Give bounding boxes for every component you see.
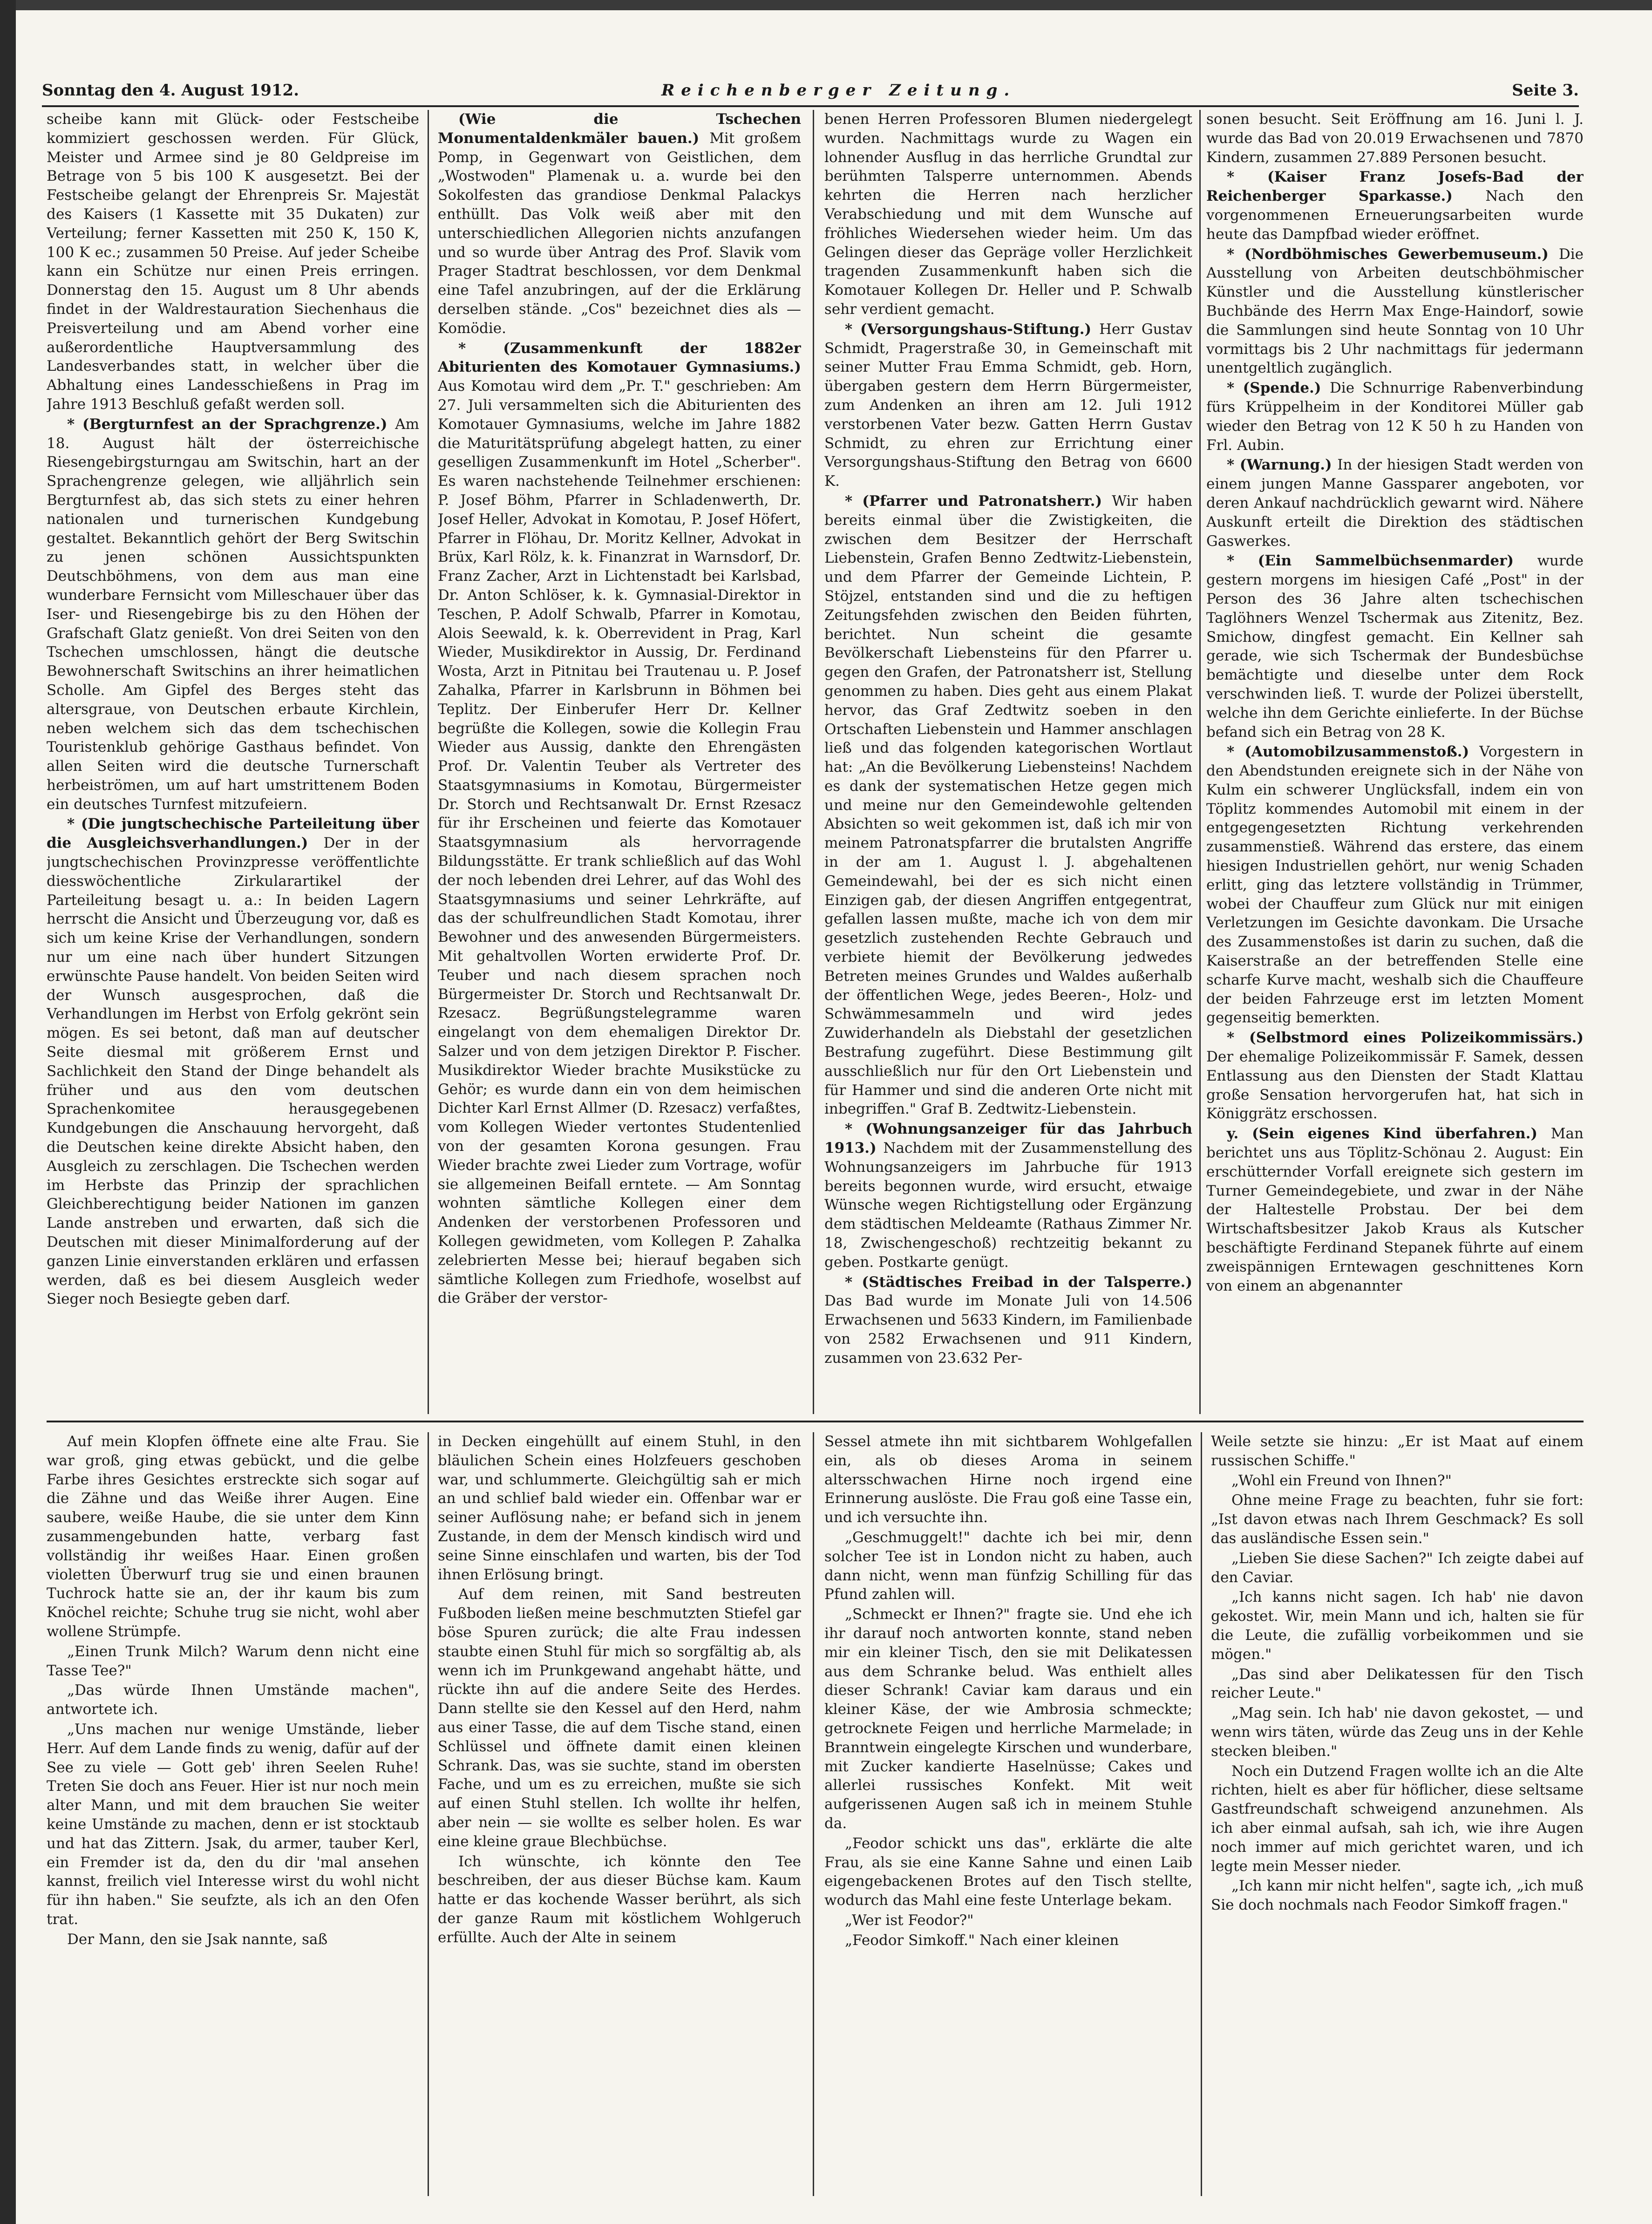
news-item-heading: * (Kaiser Franz Josefs-Bad der Reichenberger Sparkasse.) [1206, 169, 1584, 205]
feuilleton-paragraph: „Das würde Ihnen Umstände machen", antwortete ich. [47, 1682, 419, 1718]
news-item [824, 492, 1192, 1119]
feuilleton-paragraph: „Geschmuggelt!" dachte ich bei mir, denn solcher Tee ist in London nicht zu haben, auch dann nicht, wenn man fünfzig Schilling für das Pfund zahlen will. [824, 1529, 1192, 1603]
news-item [438, 110, 801, 338]
feuilleton-paragraph: Ohne meine Frage zu beachten, fuhr sie fort: „Ist davon etwas nach Ihrem Geschmack? Es soll das ausländische Essen sein." [1211, 1492, 1584, 1547]
news-item [47, 415, 419, 814]
news-item-text: Mit großem Pomp, in Gegenwart von Geistlichen, dem „Wostwoden" Plamenak u. a. wurde bei den Sokolfesten das grandiose Denkmal Palackys enthüllt. Das Volk weiß aber mit den unterschiedlichen Allegorien nichts anzufangen und so wurde über Antrag des Prof. Slavik vom Prager Stadtrat beschlossen, vor dem Denkmal eine Tafel anzubringen, auf der die Erklärung derselben stände. „Cos" bezeichnet dies als — Komödie. [438, 129, 801, 337]
news-item-heading: * (Ein Sammelbüchsenmarder) [1227, 552, 1537, 570]
news-item-heading: * (Die jungtschechische Parteileitung über die Ausgleichsverhandlungen.) [47, 816, 419, 852]
news-item-text: Wir haben bereits einmal über die Zwistigkeiten, die zwischen dem Besitzer der Herrschaft Liebenstein, Grafen Benno Zedtwitz-Liebenstein, und dem Pfarrer der Gemeinde Lichtein, P. Stöjzel, entstanden sind und die zu heftigen Zeitungsfehden zwischen den Beiden führten, berichtet. Nun scheint die gesamte Bevölkerschaft Liebensteins für den Pfarrer u. gegen den Grafen, der Patronatsherr ist, Stellung genommen zu haben. Dies geht aus einem Plakat hervor, das Graf Zedtwitz soeben in den Ortschaften Liebenstein und Hammer anschlagen ließ und das folgenden kategorischen Wortlaut hat: „An die Bevölkerung Liebensteins! Nachdem es dank der systematischen Hetze gegen mich und meine nur den Gemeindewohle geltenden Absichten so weit gekommen ist, daß ich mir von meinem Patronatspfarrer die brutalsten Angriffe in der am 1. August l. J. abgehaltenen Gemeindewahl, bei der es sich nicht einen Einzigen gab, der diesen Angriffen entgegentrat, gefallen lassen mußte, mache ich von dem mir gesetzlich zustehenden Rechte Gebrauch und verbiete hiemit der Bevölkerung jedwedes Betreten meines Grundes und Waldes außerhalb der öffentlichen Wege, jedes Beeren-, Holz- und Schwämmesammeln und wird jedes Zuwiderhandeln als Diebstahl der gesetzlichen Bestrafung zugeführt. Diese Bestimmung gilt ausschließlich nur für den Ort Liebenstein und für Hammer und sind die anderen Orte nicht mit inbegriffen." Graf B. Zedtwitz-Liebenstein. [824, 492, 1192, 1118]
feuilleton-paragraph: „Wer ist Feodor?" [845, 1911, 974, 1929]
news-item [1206, 110, 1584, 167]
news-item-text: Die Ausstellung von Arbeiten deutschböhmischer Künstler und die Ausstellung künstlerischer Buchbände des Herrn Max Enge-Haindorf, sowie die Sammlungen sind heute Sonntag von 10 Uhr vormittags bis 2 Uhr nachmittags für jedermann unentgeltlich zugänglich. [1206, 245, 1584, 377]
news-item-text: Nachdem mit der Zusammenstellung des Wohnungsanzeigers im Jahrbuche für 1913 bereits begonnen wurde, wird ersucht, etwaige Wünsche wegen Richtigstellung oder Ergänzung dem städtischen Meldeamte (Rathaus Zimmer Nr. 18, Zwischengeschoß) rechtzeitig bekannt zu geben. Postkarte genügt. [824, 1140, 1192, 1271]
feuilleton-paragraph: „Mag sein. Ich hab' nie davon gekostet, — und wenn wirs täten, würde das Zeug uns in der Kehle stecken bleiben." [1211, 1705, 1584, 1760]
news-item [1206, 1028, 1584, 1123]
feuilleton-paragraph: Weile setzte sie hinzu: „Er ist Maat auf einem russischen Schiffe." [1211, 1433, 1584, 1469]
news-item-text: scheibe kann mit Glück- oder Festscheibe kommiziert geschossen werden. Für Glück, Meister und Armee sind je 80 Geldpreise im Betrage von 5 bis 100 K ausgesetzt. Bei der Festscheibe gelangt der Ehrenpreis Sr. Majestät des Kaisers (1 Kassette mit 35 Dukaten) zur Verteilung; ferner Kassetten mit 250 K, 150 K, 100 K ec.; zusammen 50 Preise. Auf jeder Scheibe kann ein Schütze nur einen Preis erringen. Donnerstag den 15. August um 8 Uhr abends findet in der Waldrestauration Siechenhaus die Preisverteilung und am Abend vorher eine außerordentliche Hauptversammlung des Landesverbandes statt, in welcher über die Abhaltung eines Landesschießens in Prag im Jahre 1913 Beschluß gefaßt werden soll. [47, 111, 419, 413]
news-item [1206, 742, 1584, 1027]
scan-border-top [0, 0, 1652, 10]
news-item-text: Das Bad wurde im Monate Juli von 14.506 Erwachsenen und 5633 Kindern, im Familienbade von 2582 Erwachsenen und 911 Kindern, zusammen von 23.632 Per- [824, 1292, 1192, 1367]
news-item-heading: * (Selbstmord eines Polizeikommissärs.) [1227, 1029, 1584, 1047]
feuilleton-paragraph: Auf dem reinen, mit Sand bestreuten Fußboden ließen meine beschmutzten Stiefel gar böse Spuren zurück; die alte Frau indessen staubte einen Stuhl für mich so sorgfältig ab, als wenn ich im Prunkgewand angehabt hätte, und rückte ihn auf die andere Seite des Herdes. Dann stellte sie den Kessel auf den Herd, nahm aus einer Tasse, die auf dem Tische stand, einen Schlüssel und öffnete damit einen kleinen Schrank. Das, was sie suchte, stand im obersten Fache, und um es zu erreichen, mußte sie sich auf einen Stuhl stellen. Ich wollte ihr helfen, aber nein — sie wollte es selber holen. Es war eine kleine graue Blechbüchse. [438, 1586, 801, 1850]
news-item [824, 1120, 1192, 1272]
feuilleton-paragraph: „Schmeckt er Ihnen?" fragte sie. Und ehe ich ihr darauf noch antworten konnte, stand neben mir ein kleiner Tisch, den sie mit Delikatessen aus dem Schranke belud. Was enthielt alles dieser Schrank! Caviar kam daraus und ein kleiner Käse, der wie Ambrosia schmeckte; getrocknete Feigen und herrliche Marmelade; in Branntwein eingelegte Kirschen und wunderbare, mit Zucker kandierte Haselnüsse; Cakes und allerlei russisches Konfekt. Mit weit aufgerissenen Augen saß ich in meinem Stuhle da. [824, 1606, 1192, 1832]
feuilleton-paragraph: „Ich kanns nicht sagen. Ich hab' nie davon gekostet. Wir, mein Mann und ich, halten sie für die Leute, die zufällig vorbeikommen und sie mögen." [1211, 1589, 1584, 1663]
news-item [47, 815, 419, 1309]
news-item [824, 1273, 1192, 1368]
header-date: Sonntag den 4. August 1912. [42, 81, 299, 100]
feuilleton-column-1 [47, 1432, 419, 2196]
news-item-text: In der hiesigen Stadt werden von einem jungen Manne Gassparer angeboten, vor deren Ankauf nachdrücklich gewarnt wird. Nähere Auskunft erteilt die Direktion des städtischen Gaswerkes. [1206, 456, 1584, 550]
news-item [1206, 245, 1584, 378]
news-item-text: Aus Komotau wird dem „Pr. T." geschrieben: Am 27. Juli versammelten sich die Abiturienten des Komotauer Gymnasiums, welche im Jahre 1882 die Maturitätsprüfung abgelegt hatten, zu einer geselligen Zusammenkunft im Hotel „Scherber". Es waren nachstehende Teilnehmer erschienen: P. Josef Böhm, Pfarrer in Schladenwerth, Dr. Josef Heller, Advokat in Komotau, P. Josef Höfert, Pfarrer in Flöhau, Dr. Moritz Kellner, Advokat in Brüx, Karl Rölz, k. k. Finanzrat in Warnsdorf, Dr. Franz Zacher, Arzt in Lichtenstadt bei Karlsbad, Dr. Anton Schlöser, k. k. Gymnasial-Direktor in Teschen, P. Adolf Schwalb, Pfarrer in Komotau, Alois Seewald, k. k. Oberrevident in Prag, Karl Wieder, Musikdirektor in Aussig, Dr. Ferdinand Wosta, Arzt in Pitnitau bei Trautenau u. P. Josef Zahalka, Pfarrer in Karlsbrunn in Böhmen bei Teplitz. Der Einberufer Herr Dr. Kellner begrüßte die Kollegen, sowie die Kollegin Frau Wieder aus Aussig, dankte den Ehrengästen Prof. Dr. Valentin Teuber als Vertreter des Staatsgymnasiums in Komotau, Bürgermeister Dr. Storch und Rechtsanwalt Dr. Ernst Rzesacz für ihr Erscheinen und feierte das Komotauer Staatsgymnasium als hervorragende Bildungsstätte. Er trank schließlich auf das Wohl der noch lebenden drei Lehrer, auf das Wohl des Staatsgymnasiums und seiner Lehrkräfte, auf das der schulfreundlichen Stadt Komotau, ihrer Bewohner und des anwesenden Bürgermeisters. Mit gehaltvollen Worten erwiderte Prof. Dr. Teuber und nach diesem sprachen noch Bürgermeister Dr. Storch und Rechtsanwalt Dr. Rzesacz. Begrüßungstelegramme waren eingelangt von dem ehemaligen Direktor Dr. Salzer und von dem jetzigen Direktor P. Fischer. Musikdirektor Wieder brachte Musikstücke zu Gehör; es wurde dann ein von dem heimischen Dichter Karl Ernst Allmer (D. Rzesacz) verfaßtes, vom Kollegen Wieder vertontes Studentenlied von der gesamten Korona gesungen. Frau Wieder brachte zwei Lieder zum Vortrage, wofür sie allgemeinen Beifall erntete. — Am Sonntag wohnten sämtliche Kollegen einer dem Andenken der verstorbenen Professoren und Kollegen gewidmeten, vom Kollegen P. Zahalka zelebrierten Messe bei; hierauf begaben sich sämtliche Kollegen zum Friedhofe, woselbst auf die Gräber der verstor- [438, 378, 801, 1307]
news-item [1206, 551, 1584, 741]
feuilleton-paragraph: Sessel atmete ihn mit sichtbarem Wohlgefallen ein, als ob dieses Aroma in seinem altersschwachen Hirne noch irgend eine Erinnerung auslöste. Die Frau goß eine Tasse ein, und ich versuchte ihn. [824, 1433, 1192, 1526]
news-item-text: Vorgestern in den Abendstunden ereignete sich in der Nähe von Kulm ein schwerer Unglücksfall, indem ein von Töplitz kommendes Automobil mit einem in der entgegengesetzten Richtung verkehrenden zusammenstieß. Während das erstere, das einem hiesigen Industriellen gehört, nur wenig Schaden erlitt, ging das letztere vollständig in Trümmer, wobei der Chauffeur zum Glück nur mit einigen Verletzungen im Gesichte davonkam. Die Ursache des Zusammenstoßes ist darin zu suchen, daß die Kaiserstraße an der betreffenden Stelle eine scharfe Kurve macht, weshalb sich die Chauffeure der beiden Fahrzeuge erst im letzten Moment gegenseitig bemerkten. [1206, 743, 1584, 1027]
news-item [824, 110, 1192, 319]
feuilleton-column-2 [438, 1432, 801, 2196]
news-item-heading: * (Wohnungsanzeiger für das Jahrbuch 1913.) [824, 1121, 1192, 1157]
feuilleton-paragraph: in Decken eingehüllt auf einem Stuhl, in den bläulichen Schein eines Holzfeuers geschoben war, und schlummerte. Gleichgültig sah er mich an und schlief bald wieder ein. Offenbar war er seiner Auflösung nahe; er befand sich in jenem Zustande, in dem der Mensch kindisch wird und seine Sinne einschlafen und warten, bis der Tod ihnen Erlösung bringt. [438, 1433, 801, 1583]
news-item-heading: * (Bergturnfest an der Sprachgrenze.) [67, 415, 395, 433]
news-item-text: Man berichtet uns aus Töplitz-Schönau 2. August: Ein erschütternder Vorfall ereignete sich gestern im Turner Gemeindegebiete, und zwar in der Nähe der Haltestelle Probstau. Der bei dem Wirtschaftsbesitzer Jakob Kraus als Kutscher beschäftigte Ferdinand Stepanek führte auf einem zweispännigen Erntewagen geschnittenes Korn von einem an abgenannter [1206, 1125, 1584, 1294]
news-item [1206, 1124, 1584, 1295]
column-divider [1201, 1432, 1202, 2196]
feuilleton-paragraph: „Uns machen nur wenige Umstände, lieber Herr. Auf dem Lande finds zu wenig, dafür auf der See zu viele — Gott geb' ihren Seelen Ruhe! Treten Sie doch ans Feuer. Hier ist nur noch mein alter Mann, und mit dem brauchen Sie weiter keine Umstände zu machen, denn er ist stocktaub und hat das Zittern. Jsak, du armer, tauber Kerl, ein Fremder ist da, den du dir 'mal ansehen kannst, freilich viel Interesse wirst du wohl nicht für ihn haben." Sie seufzte, als ich an den Ofen trat. [47, 1721, 419, 1928]
news-item-heading: * (Pfarrer und Patronatsherr.) [845, 492, 1112, 510]
news-item-text: Nach den vorgenommenen Erneuerungsarbeiten wurde heute das Dampfbad wieder eröffnet. [1206, 188, 1584, 243]
feuilleton-paragraph: „Einen Trunk Milch? Warum denn nicht eine Tasse Tee?" [47, 1643, 419, 1679]
news-item-heading: * (Nordböhmisches Gewerbemuseum.) [1227, 245, 1559, 263]
news-item-heading: * (Versorgungshaus-Stiftung.) [845, 320, 1099, 338]
top-column-2 [438, 110, 801, 1414]
news-item-heading: * (Städtisches Freibad in der Talsperre.) [845, 1273, 1192, 1291]
news-item-heading: * (Automobilzusammenstoß.) [1227, 743, 1480, 761]
scan-border-left [0, 0, 16, 2224]
header-page-number: Seite 3. [1512, 81, 1579, 100]
column-divider [813, 1432, 814, 2196]
news-item-text: wurde gestern morgens im hiesigen Café „Post" in der Person des 36 Jahre alten tschechischen Taglöhners Wenzel Tschermak aus Zitenitz, Bez. Smichow, dingfest gemacht. Ein Kellner sah gerade, wie sich Tschermak der Bundesbüchse bemächtigte und dieselbe unter dem Rock verschwinden ließ. T. wurde der Polizei überstellt, welche ihn dem Gerichte einlieferte. In der Büchse befand sich ein Betrag von 28 K. [1206, 552, 1584, 741]
feuilleton-paragraph: „Feodor Simkoff." Nach einer kleinen [845, 1932, 1119, 1949]
column-divider [428, 1432, 429, 2196]
header-masthead: Reichenberger Zeitung. [661, 81, 1016, 100]
feuilleton-paragraph: „Lieben Sie diese Sachen?" Ich zeigte dabei auf den Caviar. [1211, 1550, 1584, 1586]
feuilleton-paragraph: „Ich kann mir nicht helfen", sagte ich, „ich muß Sie doch nochmals nach Feodor Simkoff fragen." [1211, 1877, 1584, 1914]
column-divider [813, 110, 814, 1414]
news-item [824, 320, 1192, 491]
top-column-1 [47, 110, 419, 1414]
news-item [1206, 379, 1584, 455]
news-item-text: Herr Gustav Schmidt, Pragerstraße 30, in Gemeinschaft mit seiner Mutter Frau Emma Schmidt, geb. Horn, übergaben gestern dem Herrn Bürgermeister, zum Andenken an ihren am 12. Juli 1912 verstorbenen Vater bezw. Gatten Herrn Gustav Schmidt, zu ehren zur Errichtung einer Versorgungshaus-Stiftung den Betrag von 6600 K. [824, 320, 1192, 490]
news-item-heading: * (Warnung.) [1227, 456, 1338, 474]
feuilleton-paragraph: Ich wünschte, ich könnte den Tee beschreiben, der aus dieser Büchse kam. Kaum hatte er das kochende Wasser berührt, als sich der ganze Raum mit köstlichem Wohlgeruch erfüllte. Auch der Alte in seinem [438, 1853, 801, 1946]
news-item-text: Der ehemalige Polizeikommissär F. Samek, dessen Entlassung aus den Diensten der Stadt Klattau große Sensation hervorgerufen hat, hat sich in Königgrätz erschossen. [1206, 1048, 1584, 1122]
feuilleton-paragraph: Noch ein Dutzend Fragen wollte ich an die Alte richten, hielt es aber für höflicher, diese seltsame Gastfreundschaft schweigend anzunehmen. Als ich aber einmal aufsah, sah ich, wie ihre Augen noch immer auf mich gerichtet waren, und ich legte mein Messer nieder. [1211, 1762, 1584, 1875]
page-header [42, 78, 1579, 107]
news-item-text: sonen besucht. Seit Eröffnung am 16. Juni l. J. wurde das Bad von 20.019 Erwachsenen und 7870 Kindern, zusammen 27.889 Personen besucht. [1206, 111, 1584, 166]
feuilleton-paragraph: Auf mein Klopfen öffnete eine alte Frau. Sie war groß, ging etwas gebückt, und die gelbe Farbe ihres Gesichtes erstreckte sich sogar auf die Zähne und das Weiße ihrer Augen. Eine saubere, weiße Haube, die sie unter dem Kinn zusammengebunden hatte, verbarg fast vollständig ihr weißes Haar. Einen großen violetten Überwurf trug sie und einen braunen Tuchrock hatte sie an, der ihr kaum bis zum Knöchel reichte; Schuhe trug sie nicht, wohl aber wollene Strümpfe. [47, 1433, 419, 1640]
news-item-text: Der in der jungtschechischen Provinzpresse veröffentlichte diesswöchentliche Zirkularartikel der Parteileitung besagt u. a.: In beiden Lagern herrscht die Ansicht und Überzeugung vor, daß es sich um keine Krise der Verhandlungen, sondern nur um eine nach über hundert Sitzungen erwünschte Pause handelt. Von beiden Seiten wird der Wunsch ausgesprochen, daß die Verhandlungen im Herbst von Erfolg gekrönt sein mögen. Es sei betont, daß man auf deutscher Seite diesmal mit größerem Ernst und Sachlichkeit den Stand der Dinge behandelt als früher und aus den vom deutschen Sprachenkomitee herausgegebenen Kundgebungen die Anschauung hervorgeht, daß die Deutschen keine direkte Absicht haben, den Ausgleich zu zerschlagen. Die Tschechen werden im Herbste das Prinzip der sprachlichen Gleichberechtigung beider Nationen im ganzen Lande anstreben und erwarten, daß sich die Deutschen mit dieser Minimalforderung auf der ganzen Linie einverstanden erklären und erfassen werden, daß es bei diesem Ausgleich weder Sieger noch Besiegte geben darf. [47, 835, 419, 1308]
feuilleton-paragraph: „Das sind aber Delikatessen für den Tisch reicher Leute." [1211, 1666, 1584, 1702]
column-divider [1199, 110, 1201, 1414]
feuilleton-divider [47, 1421, 1584, 1422]
news-item [1206, 168, 1584, 244]
feuilleton-paragraph: „Wohl ein Freund von Ihnen?" [1231, 1472, 1452, 1489]
top-column-4 [1206, 110, 1584, 1414]
news-item-text: Am 18. August hält der österreichische Riesengebirgsturngau am Switschin, hart an der Sprachengrenze gelegen, wie alljährlich sein Bergturnfest ab, das sich stets zu einer hehren nationalen und turnerischen Kundgebung gestaltet. Bekanntlich gehört der Berg Switschin zu jenen schönen Aussichtspunkten Deutschböhmens, von dem aus man eine wunderbare Fernsicht vom Milleschauer über das Iser- und Riesengebirge bis zu den Höhen der Grafschaft Glatz genießt. Von drei Seiten von den Tschechen umschlossen, hängt die deutsche Bewohnerschaft Switschins an ihrer heimatlichen Scholle. Am Gipfel des Berges steht das altersgraue, von Deutschen erbaute Kirchlein, neben welchem sich das dem tschechischen Touristenklub gehörige Gasthaus befindet. Von allen Seiten wird die deutsche Turnerschaft herbeiströmen, um auf hart umstrittenem Boden ein deutsches Turnfest mitzufeiern. [47, 415, 419, 813]
column-divider [428, 110, 429, 1414]
news-item-text: benen Herren Professoren Blumen niedergelegt wurden. Nachmittags wurde zu Wagen ein lohnender Ausflug in das herrliche Grundtal zur berühmten Talsperre unternommen. Abends kehrten die Herren nach herzlicher Verabschiedung und mit dem Wunsche auf fröhliches Wiedersehen wieder heim. Um das Gelingen dieser das Gepräge voller Herzlichkeit tragenden Zusammenkunft haben sich die Komotauer Kollegen Dr. Heller und P. Schwalb sehr verdient gemacht. [824, 111, 1192, 318]
feuilleton-paragraph: „Feodor schickt uns das", erklärte die alte Frau, als sie eine Kanne Sahne und einen Laib eigengebackenen Brotes auf den Tisch stellte, wodurch das Mahl eine feste Unterlage bekam. [824, 1835, 1192, 1909]
news-item [1206, 456, 1584, 551]
news-item-heading: * (Spende.) [1227, 380, 1330, 397]
news-item-heading: y. (Sein eigenes Kind überfahren.) [1227, 1125, 1551, 1143]
news-item-heading: * (Zusammenkunft der 1882er Abiturienten des Komotauer Gymnasiums.) [438, 340, 801, 376]
news-item-text: Die Schnurrige Rabenverbindung fürs Krüppelheim in der Konditorei Müller gab wieder den Betrag von 12 K 50 h zu Handen von Frl. Aubin. [1206, 380, 1584, 454]
news-item [47, 110, 419, 414]
news-item [438, 339, 801, 1308]
news-item-heading: (Wie die Tschechen Monumentaldenkmäler bauen.) [438, 111, 801, 147]
top-column-3 [824, 110, 1192, 1414]
feuilleton-column-3 [824, 1432, 1192, 2196]
feuilleton-paragraph: Der Mann, den sie Jsak nannte, saß [67, 1931, 328, 1948]
feuilleton-column-4 [1211, 1432, 1584, 2196]
